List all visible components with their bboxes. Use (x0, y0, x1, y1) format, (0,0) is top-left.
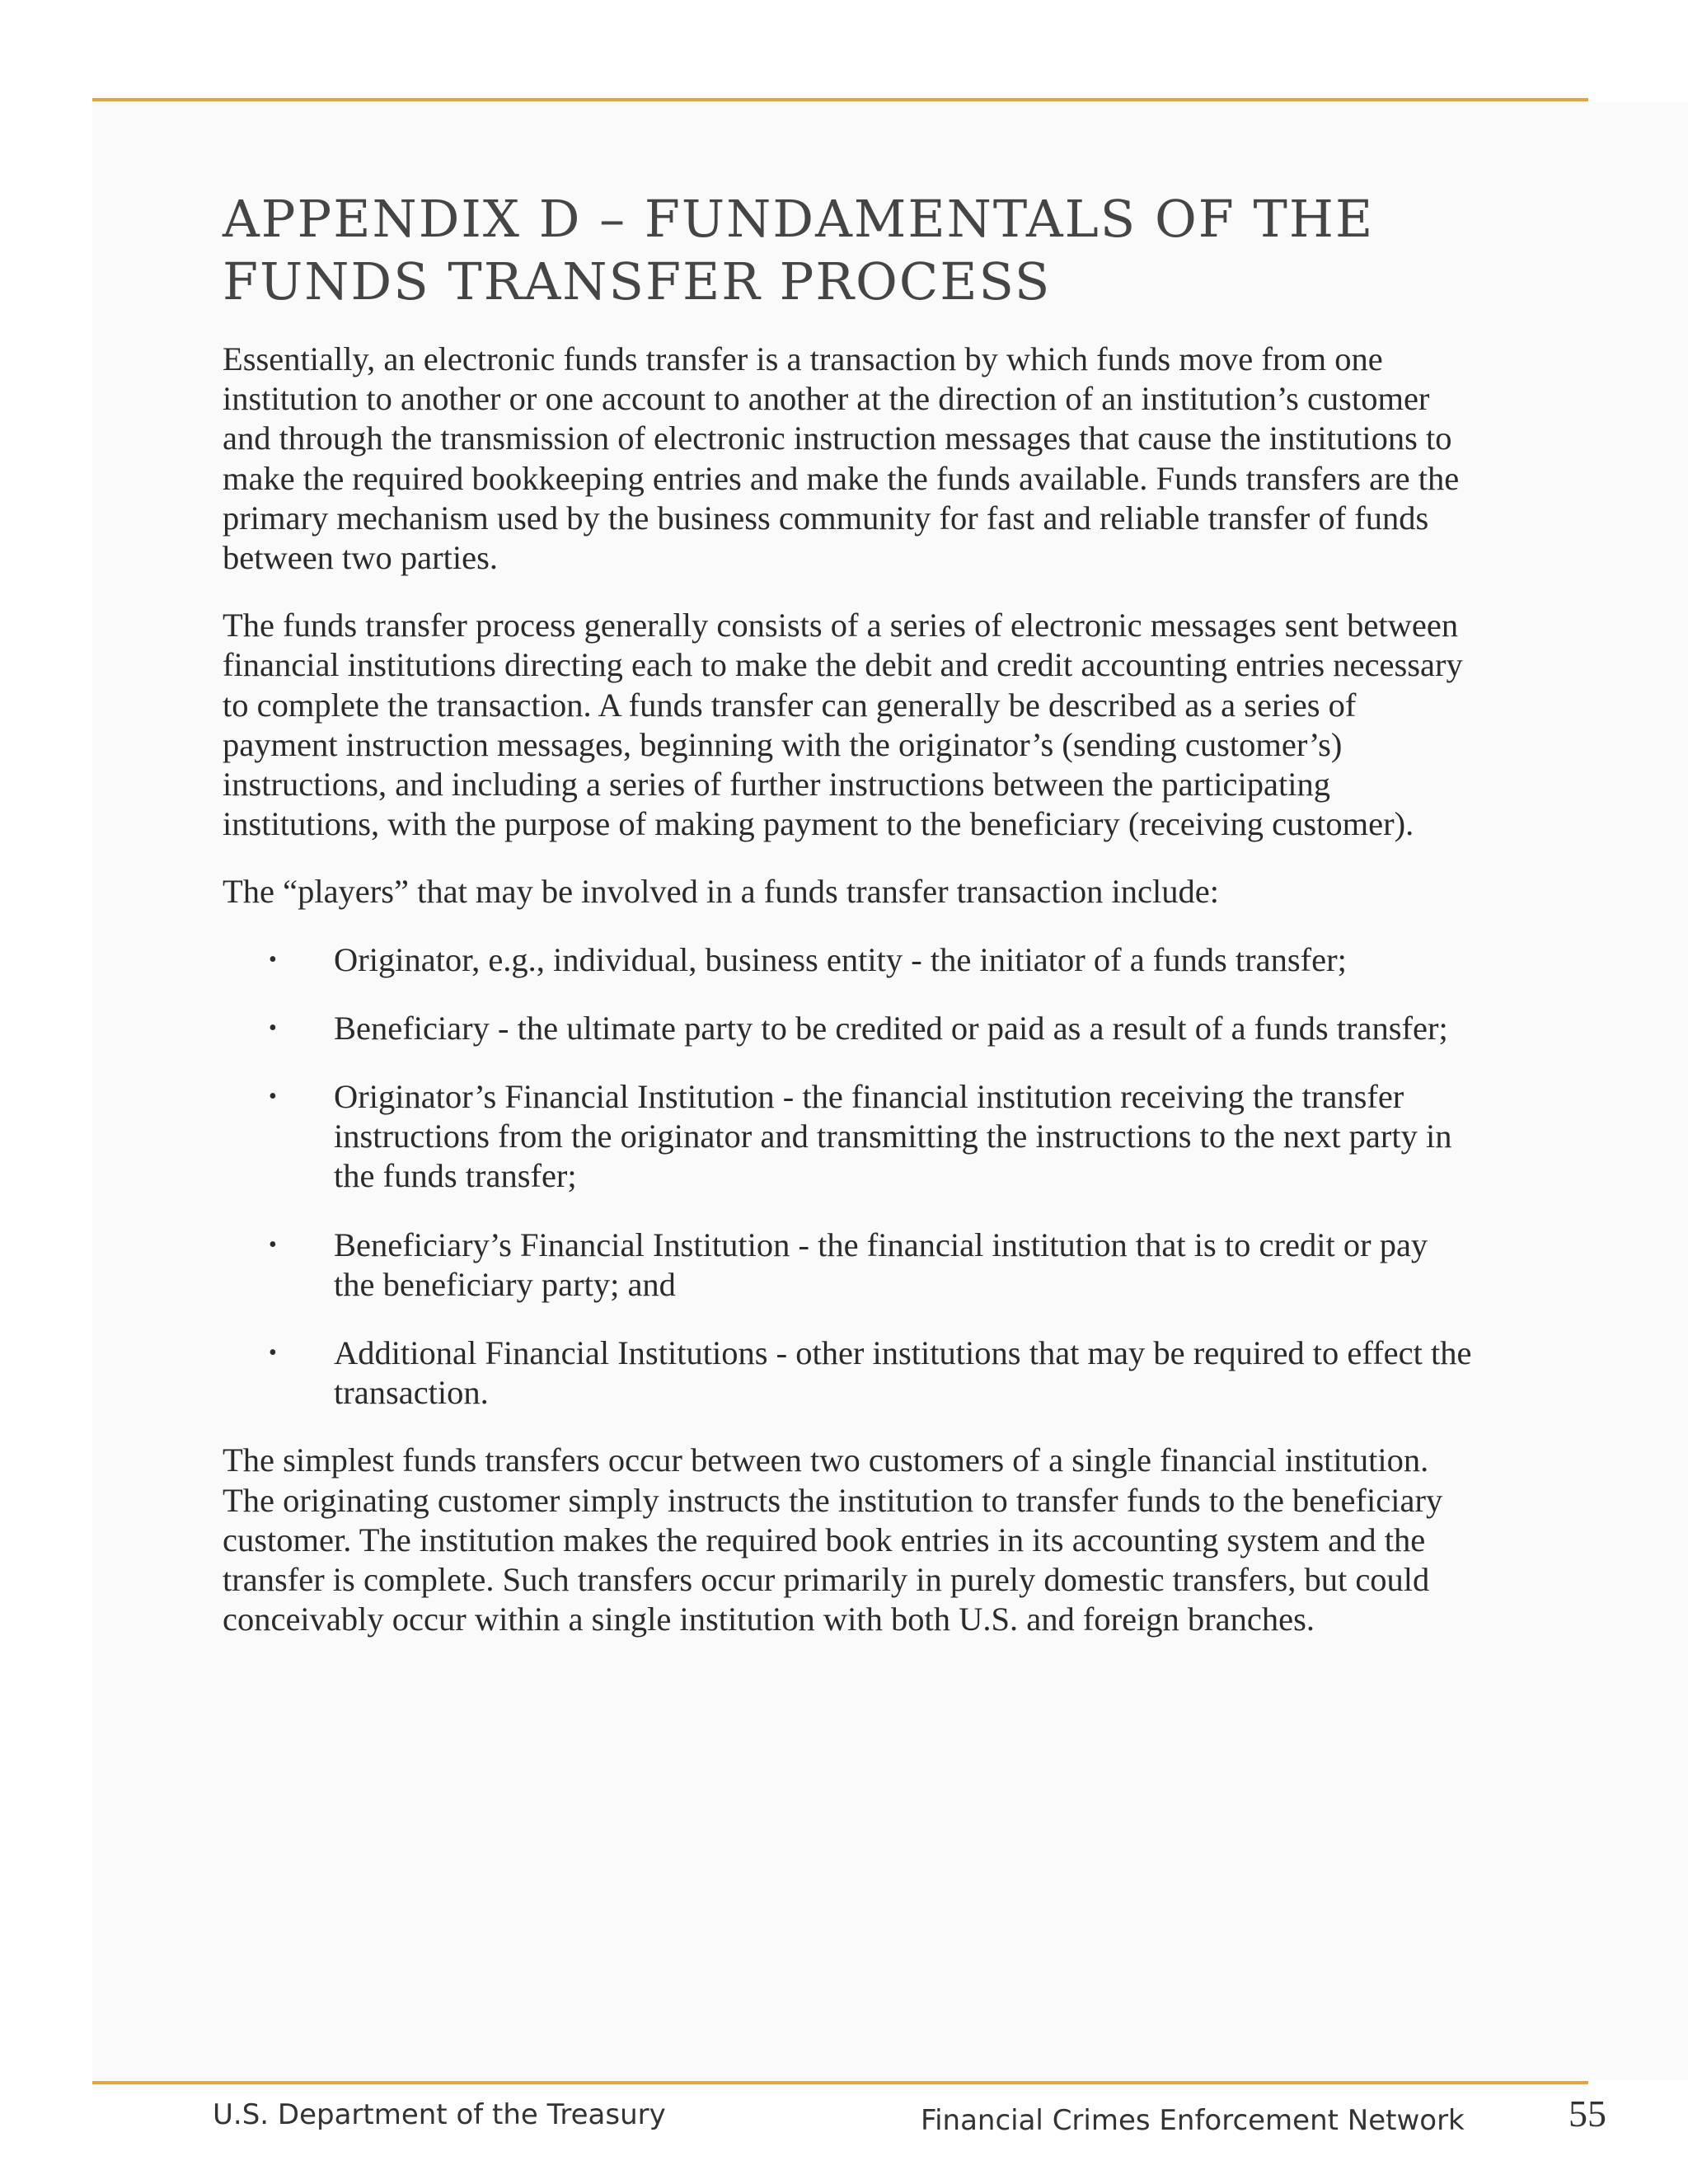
players-list (223, 940, 1475, 1413)
bullet-icon: • (269, 1015, 277, 1041)
page-title-line-1: APPENDIX D – FUNDAMENTALS OF THE (223, 189, 1375, 249)
bullet-icon: • (269, 1084, 277, 1110)
body-content (223, 340, 1475, 1667)
list-item (223, 940, 1475, 980)
list-item (223, 1077, 1475, 1197)
list-item-text: Originator’s Financial Institution - the financial institution receiving the transfer instructions from the originator and transmitting the instructions to the next party in the funds transfer; (334, 1078, 1452, 1195)
page-number: 55 (1568, 2093, 1606, 2135)
bullet-icon: • (269, 1231, 277, 1258)
list-item (223, 1226, 1475, 1305)
list-item-text: Originator, e.g., individual, business entity - the initiator of a funds transfer; (334, 940, 1347, 978)
process-paragraph: The funds transfer process generally consists of a series of electronic messages sent between financial institutions directing each to make the debit and credit accounting entries necessary to complete the transaction. A funds transfer can generally be described as a series of payment instruction messages, beginning with the originator’s (sending customer’s) instructions, and including a series of further instructions between the participating institutions, with the purpose of making payment to the beneficiary (receiving customer). (223, 607, 1463, 843)
footer-department: U.S. Department of the Treasury (213, 2098, 666, 2131)
header-rule (92, 98, 1588, 101)
closing-paragraph: The simplest funds transfers occur between two customers of a single financial institution. The originating customer simply instructs the institution to transfer funds to the beneficiary customer. The institution makes the required book entries in its accounting system and the transfer is complete. Such transfers occur primarily in purely domestic transfers, but could conceivably occur within a single institution with both U.S. and foreign branches. (223, 1441, 1443, 1638)
page-title (223, 188, 1500, 313)
page-title-line-2: FUNDS TRANSFER PROCESS (223, 251, 1052, 312)
footer-rule (92, 2081, 1588, 2084)
footer-network: Financial Crimes Enforcement Network (921, 2104, 1465, 2137)
players-intro-paragraph: The “players” that may be involved in a funds transfer transaction include: (223, 873, 1219, 911)
list-item (223, 1009, 1475, 1048)
bullet-icon: • (269, 1340, 277, 1366)
list-item-text: Beneficiary - the ultimate party to be credited or paid as a result of a funds transfer; (334, 1009, 1448, 1047)
intro-paragraph: Essentially, an electronic funds transfer is a transaction by which funds move from one institution to another or one account to another at the direction of an institution’s customer and through the transmission of electronic instruction messages that cause the institutions to make the required bookkeeping entries and make the funds available. Funds transfers are the primary mechanism used by the business community for fast and reliable transfer of funds between two parties. (223, 340, 1460, 577)
list-item-text: Beneficiary’s Financial Institution - the financial institution that is to credit or pay the beneficiary party; and (334, 1226, 1428, 1303)
bullet-icon: • (269, 946, 277, 972)
list-item-text: Additional Financial Institutions - other institutions that may be required to effect the transaction. (334, 1334, 1472, 1412)
list-item (223, 1333, 1475, 1413)
